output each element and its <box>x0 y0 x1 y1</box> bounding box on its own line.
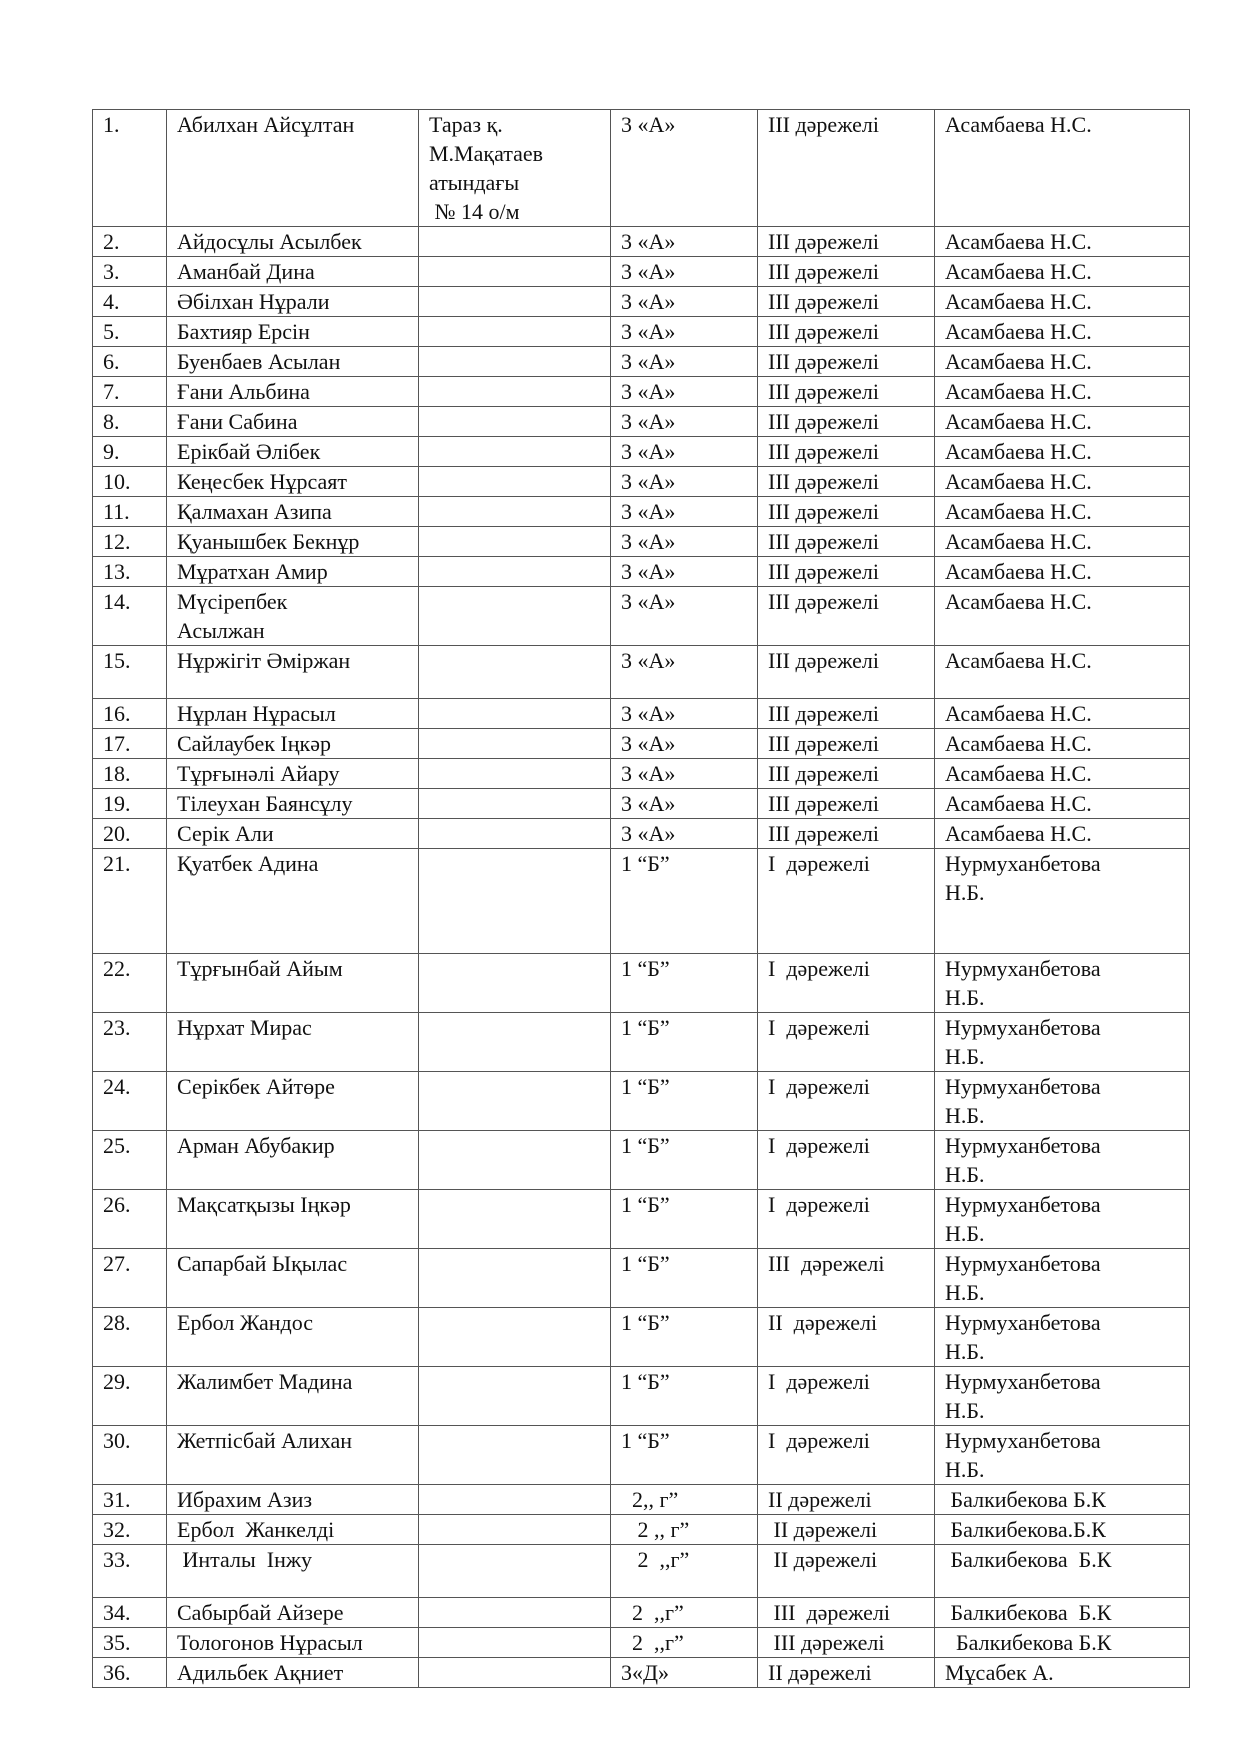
class-cell: 3«Д» <box>611 1658 758 1688</box>
school-cell <box>419 1485 611 1515</box>
school-cell <box>419 1426 611 1485</box>
class-cell: 3 «А» <box>611 527 758 557</box>
row-number-cell: 15. <box>93 646 167 699</box>
row-number-cell: 11. <box>93 497 167 527</box>
row-number-cell: 28. <box>93 1308 167 1367</box>
degree-cell: ІІІ дәрежелі <box>758 437 935 467</box>
degree-cell: ІІІ дәрежелі <box>758 227 935 257</box>
row-number-cell: 2. <box>93 227 167 257</box>
table-row <box>93 954 1190 1013</box>
student-name-cell: Буенбаев Асылан <box>167 347 419 377</box>
row-number-cell: 23. <box>93 1013 167 1072</box>
row-number-cell: 30. <box>93 1426 167 1485</box>
degree-cell: І дәрежелі <box>758 1190 935 1249</box>
school-cell <box>419 587 611 646</box>
student-name-cell: Ербол Жанкелді <box>167 1515 419 1545</box>
student-name-cell: Ғани Сабина <box>167 407 419 437</box>
table-row <box>93 257 1190 287</box>
teacher-cell: Асамбаева Н.С. <box>935 227 1190 257</box>
student-name-cell: Арман Абубакир <box>167 1131 419 1190</box>
class-cell: 3 «А» <box>611 646 758 699</box>
school-cell <box>419 699 611 729</box>
row-number-cell: 3. <box>93 257 167 287</box>
class-cell: 2 ,,г” <box>611 1628 758 1658</box>
table-row <box>93 1013 1190 1072</box>
row-number-cell: 35. <box>93 1628 167 1658</box>
student-name-cell: Ғани Альбина <box>167 377 419 407</box>
row-number-cell: 21. <box>93 849 167 954</box>
row-number-cell: 26. <box>93 1190 167 1249</box>
row-number-cell: 34. <box>93 1598 167 1628</box>
class-cell: 3 «А» <box>611 819 758 849</box>
class-cell: 2,, г” <box>611 1485 758 1515</box>
student-name-cell: Ибрахим Азиз <box>167 1485 419 1515</box>
teacher-cell: Асамбаева Н.С. <box>935 377 1190 407</box>
degree-cell: ІІІ дәрежелі <box>758 1249 935 1308</box>
teacher-cell: Балкибекова Б.К <box>935 1628 1190 1658</box>
student-name-cell: Аманбай Дина <box>167 257 419 287</box>
row-number-cell: 8. <box>93 407 167 437</box>
student-name-cell: Абилхан Айсұлтан <box>167 110 419 227</box>
results-table <box>92 109 1190 1688</box>
table-row <box>93 1072 1190 1131</box>
document-page <box>92 109 1189 1688</box>
teacher-cell: Асамбаева Н.С. <box>935 407 1190 437</box>
degree-cell: ІІІ дәрежелі <box>758 1598 935 1628</box>
class-cell: 1 “Б” <box>611 954 758 1013</box>
table-row <box>93 110 1190 227</box>
degree-cell: І дәрежелі <box>758 1426 935 1485</box>
school-cell <box>419 377 611 407</box>
table-row <box>93 1249 1190 1308</box>
table-row <box>93 646 1190 699</box>
row-number-cell: 9. <box>93 437 167 467</box>
teacher-cell: Асамбаева Н.С. <box>935 527 1190 557</box>
table-row <box>93 1190 1190 1249</box>
row-number-cell: 10. <box>93 467 167 497</box>
class-cell: 1 “Б” <box>611 1308 758 1367</box>
row-number-cell: 7. <box>93 377 167 407</box>
degree-cell: ІІІ дәрежелі <box>758 110 935 227</box>
student-name-cell: Мақсатқызы Іңкәр <box>167 1190 419 1249</box>
class-cell: 3 «А» <box>611 407 758 437</box>
class-cell: 1 “Б” <box>611 1013 758 1072</box>
class-cell: 3 «А» <box>611 467 758 497</box>
row-number-cell: 18. <box>93 759 167 789</box>
teacher-cell: Мұсабек А. <box>935 1658 1190 1688</box>
class-cell: 1 “Б” <box>611 1072 758 1131</box>
row-number-cell: 13. <box>93 557 167 587</box>
degree-cell: ІІІ дәрежелі <box>758 789 935 819</box>
table-row <box>93 437 1190 467</box>
teacher-cell: Нурмуханбетова Н.Б. <box>935 1426 1190 1485</box>
table-row <box>93 789 1190 819</box>
degree-cell: І дәрежелі <box>758 954 935 1013</box>
degree-cell: ІІ дәрежелі <box>758 1545 935 1598</box>
row-number-cell: 1. <box>93 110 167 227</box>
degree-cell: І дәрежелі <box>758 1013 935 1072</box>
row-number-cell: 22. <box>93 954 167 1013</box>
teacher-cell: Асамбаева Н.С. <box>935 257 1190 287</box>
student-name-cell: Нұрлан Нұрасыл <box>167 699 419 729</box>
class-cell: 3 «А» <box>611 759 758 789</box>
row-number-cell: 5. <box>93 317 167 347</box>
school-cell <box>419 287 611 317</box>
degree-cell: ІІІ дәрежелі <box>758 1628 935 1658</box>
class-cell: 1 “Б” <box>611 1190 758 1249</box>
table-row <box>93 557 1190 587</box>
teacher-cell: Нурмуханбетова Н.Б. <box>935 1131 1190 1190</box>
teacher-cell: Балкибекова Б.К <box>935 1545 1190 1598</box>
teacher-cell: Асамбаева Н.С. <box>935 317 1190 347</box>
row-number-cell: 27. <box>93 1249 167 1308</box>
degree-cell: ІІІ дәрежелі <box>758 317 935 347</box>
teacher-cell: Нурмуханбетова Н.Б. <box>935 1190 1190 1249</box>
teacher-cell: Балкибекова Б.К <box>935 1598 1190 1628</box>
table-row <box>93 317 1190 347</box>
school-cell <box>419 1249 611 1308</box>
class-cell: 1 “Б” <box>611 1249 758 1308</box>
class-cell: 3 «А» <box>611 257 758 287</box>
degree-cell: ІІІ дәрежелі <box>758 729 935 759</box>
row-number-cell: 32. <box>93 1515 167 1545</box>
student-name-cell: Қуатбек Адина <box>167 849 419 954</box>
degree-cell: ІІІ дәрежелі <box>758 497 935 527</box>
student-name-cell: Ерікбай Әлібек <box>167 437 419 467</box>
school-cell <box>419 789 611 819</box>
degree-cell: ІІ дәрежелі <box>758 1485 935 1515</box>
student-name-cell: Тұрғынәлі Айару <box>167 759 419 789</box>
teacher-cell: Нурмуханбетова Н.Б. <box>935 1072 1190 1131</box>
teacher-cell: Асамбаева Н.С. <box>935 646 1190 699</box>
table-row <box>93 819 1190 849</box>
row-number-cell: 25. <box>93 1131 167 1190</box>
student-name-cell: Мұратхан Амир <box>167 557 419 587</box>
row-number-cell: 20. <box>93 819 167 849</box>
student-name-cell: Бахтияр Ерсін <box>167 317 419 347</box>
teacher-cell: Асамбаева Н.С. <box>935 789 1190 819</box>
row-number-cell: 17. <box>93 729 167 759</box>
student-name-cell: Нұржігіт Әміржан <box>167 646 419 699</box>
degree-cell: ІІІ дәрежелі <box>758 527 935 557</box>
class-cell: 2 ,,г” <box>611 1598 758 1628</box>
table-row <box>93 1598 1190 1628</box>
class-cell: 3 «А» <box>611 789 758 819</box>
class-cell: 3 «А» <box>611 437 758 467</box>
teacher-cell: Нурмуханбетова Н.Б. <box>935 1308 1190 1367</box>
school-cell <box>419 347 611 377</box>
student-name-cell: Әбілхан Нұрали <box>167 287 419 317</box>
school-cell <box>419 759 611 789</box>
degree-cell: ІІІ дәрежелі <box>758 407 935 437</box>
table-row <box>93 759 1190 789</box>
student-name-cell: Тологонов Нұрасыл <box>167 1628 419 1658</box>
teacher-cell: Асамбаева Н.С. <box>935 467 1190 497</box>
student-name-cell: Сабырбай Айзере <box>167 1598 419 1628</box>
school-cell <box>419 317 611 347</box>
row-number-cell: 24. <box>93 1072 167 1131</box>
teacher-cell: Асамбаева Н.С. <box>935 557 1190 587</box>
degree-cell: ІІІ дәрежелі <box>758 557 935 587</box>
school-cell <box>419 954 611 1013</box>
student-name-cell: Қалмахан Азипа <box>167 497 419 527</box>
row-number-cell: 19. <box>93 789 167 819</box>
degree-cell: І дәрежелі <box>758 1072 935 1131</box>
class-cell: 3 «А» <box>611 287 758 317</box>
teacher-cell: Асамбаева Н.С. <box>935 287 1190 317</box>
student-name-cell: Адильбек Ақниет <box>167 1658 419 1688</box>
table-row <box>93 1367 1190 1426</box>
class-cell: 3 «А» <box>611 497 758 527</box>
student-name-cell: Сапарбай Ықылас <box>167 1249 419 1308</box>
teacher-cell: Балкибекова Б.К <box>935 1485 1190 1515</box>
table-row <box>93 1628 1190 1658</box>
degree-cell: ІІІ дәрежелі <box>758 699 935 729</box>
student-name-cell: Жетпісбай Алихан <box>167 1426 419 1485</box>
student-name-cell: Айдосұлы Асылбек <box>167 227 419 257</box>
student-name-cell: Кеңесбек Нұрсаят <box>167 467 419 497</box>
table-row <box>93 497 1190 527</box>
school-cell <box>419 437 611 467</box>
school-cell <box>419 497 611 527</box>
table-row <box>93 467 1190 497</box>
teacher-cell: Асамбаева Н.С. <box>935 347 1190 377</box>
student-name-cell: Қуанышбек Бекнұр <box>167 527 419 557</box>
student-name-cell: Тұрғынбай Айым <box>167 954 419 1013</box>
row-number-cell: 4. <box>93 287 167 317</box>
teacher-cell: Асамбаева Н.С. <box>935 587 1190 646</box>
table-row <box>93 587 1190 646</box>
row-number-cell: 29. <box>93 1367 167 1426</box>
school-cell <box>419 646 611 699</box>
school-cell <box>419 1072 611 1131</box>
school-cell <box>419 1131 611 1190</box>
student-name-cell: Тілеухан Баянсұлу <box>167 789 419 819</box>
class-cell: 3 «А» <box>611 227 758 257</box>
class-cell: 1 “Б” <box>611 1131 758 1190</box>
school-cell <box>419 1658 611 1688</box>
table-row <box>93 1515 1190 1545</box>
school-cell <box>419 1013 611 1072</box>
row-number-cell: 36. <box>93 1658 167 1688</box>
degree-cell: ІІІ дәрежелі <box>758 819 935 849</box>
school-cell <box>419 1190 611 1249</box>
class-cell: 3 «А» <box>611 347 758 377</box>
class-cell: 3 «А» <box>611 699 758 729</box>
student-name-cell: Сайлаубек Іңкәр <box>167 729 419 759</box>
table-row <box>93 1545 1190 1598</box>
school-cell <box>419 1598 611 1628</box>
table-row <box>93 407 1190 437</box>
table-row <box>93 1426 1190 1485</box>
row-number-cell: 6. <box>93 347 167 377</box>
teacher-cell: Нурмуханбетова Н.Б. <box>935 1013 1190 1072</box>
teacher-cell: Балкибекова.Б.К <box>935 1515 1190 1545</box>
teacher-cell: Асамбаева Н.С. <box>935 110 1190 227</box>
student-name-cell: Нұрхат Мирас <box>167 1013 419 1072</box>
teacher-cell: Нурмуханбетова Н.Б. <box>935 1367 1190 1426</box>
school-cell <box>419 467 611 497</box>
school-cell <box>419 407 611 437</box>
table-row <box>93 1131 1190 1190</box>
degree-cell: ІІІ дәрежелі <box>758 759 935 789</box>
class-cell: 2 ,, г” <box>611 1515 758 1545</box>
student-name-cell: Ербол Жандос <box>167 1308 419 1367</box>
school-cell <box>419 1308 611 1367</box>
degree-cell: ІІІ дәрежелі <box>758 287 935 317</box>
teacher-cell: Нурмуханбетова Н.Б. <box>935 954 1190 1013</box>
table-row <box>93 377 1190 407</box>
row-number-cell: 12. <box>93 527 167 557</box>
class-cell: 1 “Б” <box>611 1426 758 1485</box>
table-row <box>93 347 1190 377</box>
degree-cell: І дәрежелі <box>758 849 935 954</box>
degree-cell: ІІІ дәрежелі <box>758 587 935 646</box>
school-cell <box>419 849 611 954</box>
table-row <box>93 1308 1190 1367</box>
degree-cell: І дәрежелі <box>758 1131 935 1190</box>
degree-cell: ІІ дәрежелі <box>758 1658 935 1688</box>
school-cell <box>419 527 611 557</box>
school-cell <box>419 257 611 287</box>
class-cell: 1 “Б” <box>611 849 758 954</box>
student-name-cell: Жалимбет Мадина <box>167 1367 419 1426</box>
school-cell <box>419 1545 611 1598</box>
table-row <box>93 287 1190 317</box>
row-number-cell: 33. <box>93 1545 167 1598</box>
class-cell: 3 «А» <box>611 557 758 587</box>
degree-cell: ІІІ дәрежелі <box>758 257 935 287</box>
school-cell <box>419 1367 611 1426</box>
table-row <box>93 527 1190 557</box>
table-row <box>93 729 1190 759</box>
teacher-cell: Асамбаева Н.С. <box>935 759 1190 789</box>
degree-cell: І дәрежелі <box>758 1367 935 1426</box>
student-name-cell: Инталы Інжу <box>167 1545 419 1598</box>
school-cell <box>419 729 611 759</box>
student-name-cell: Серікбек Айтөре <box>167 1072 419 1131</box>
degree-cell: ІІІ дәрежелі <box>758 347 935 377</box>
table-row <box>93 227 1190 257</box>
row-number-cell: 14. <box>93 587 167 646</box>
row-number-cell: 16. <box>93 699 167 729</box>
teacher-cell: Нурмуханбетова Н.Б. <box>935 849 1190 954</box>
school-cell <box>419 557 611 587</box>
table-row <box>93 849 1190 954</box>
degree-cell: ІІІ дәрежелі <box>758 467 935 497</box>
table-row <box>93 699 1190 729</box>
school-cell <box>419 1515 611 1545</box>
class-cell: 3 «А» <box>611 587 758 646</box>
teacher-cell: Асамбаева Н.С. <box>935 437 1190 467</box>
school-cell <box>419 227 611 257</box>
results-table-body <box>93 110 1190 1688</box>
teacher-cell: Асамбаева Н.С. <box>935 699 1190 729</box>
class-cell: 3 «А» <box>611 729 758 759</box>
degree-cell: ІІІ дәрежелі <box>758 646 935 699</box>
class-cell: 3 «А» <box>611 377 758 407</box>
row-number-cell: 31. <box>93 1485 167 1515</box>
degree-cell: ІІІ дәрежелі <box>758 377 935 407</box>
table-row <box>93 1485 1190 1515</box>
class-cell: 2 ,,г” <box>611 1545 758 1598</box>
student-name-cell: Серік Али <box>167 819 419 849</box>
degree-cell: ІІ дәрежелі <box>758 1308 935 1367</box>
class-cell: 3 «А» <box>611 110 758 227</box>
teacher-cell: Асамбаева Н.С. <box>935 497 1190 527</box>
class-cell: 3 «А» <box>611 317 758 347</box>
student-name-cell: Мүсірепбек Асылжан <box>167 587 419 646</box>
teacher-cell: Нурмуханбетова Н.Б. <box>935 1249 1190 1308</box>
table-row <box>93 1658 1190 1688</box>
school-cell <box>419 819 611 849</box>
school-cell <box>419 1628 611 1658</box>
teacher-cell: Асамбаева Н.С. <box>935 729 1190 759</box>
class-cell: 1 “Б” <box>611 1367 758 1426</box>
teacher-cell: Асамбаева Н.С. <box>935 819 1190 849</box>
school-cell: Тараз қ. М.Мақатаев атындағы № 14 о/м <box>419 110 611 227</box>
degree-cell: ІІ дәрежелі <box>758 1515 935 1545</box>
